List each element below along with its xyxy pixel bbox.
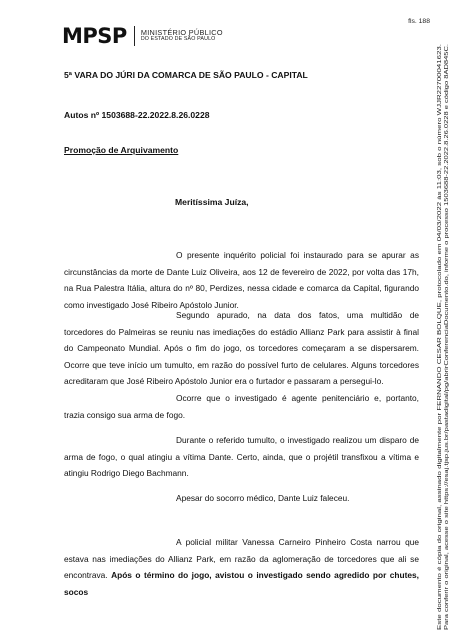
page-reference: fls. 188 — [408, 18, 430, 25]
case-number: Autos nº 1503688-22.2022.8.26.0228 — [64, 110, 210, 120]
logo-text — [141, 29, 223, 42]
document-title: Promoção de Arquivamento — [64, 145, 179, 155]
paragraph-4 — [64, 432, 419, 482]
paragraph-3 — [64, 390, 419, 423]
paragraph-2 — [64, 307, 419, 390]
signature-stamp-line-1: Este documento é cópia do original, assinado digitalmente por FERNANDO CESAR BOLQUE, protocolado em 04/03/2022 às 11:03, sob o número WJJR22700041623. — [437, 235, 443, 630]
paragraph-6-bold: Após o término do jogo, avistou o investigado sendo agredido por chutes, socos — [64, 570, 419, 597]
paragraph-1 — [64, 247, 419, 313]
paragraph-3-text: Ocorre que o investigado é agente penitenciário e, portanto, trazia consigo sua arma de fogo. — [64, 393, 419, 420]
paragraph-5-text: Apesar do socorro médico, Dante Luiz faleceu. — [176, 493, 350, 503]
signature-stamp-svg — [434, 40, 452, 630]
paragraph-2-text: Segundo apurado, na data dos fatos, uma multidão de torcedores do Palmeiras se reuniu nas imediações do estádio Allianz Park para assistir à final do Campeonato Mundial. Após o fim do jogo, os torcedores começaram a se dispersarem. Ocorre que teve início um tumulto, em razão do possível furto de celulares. Alguns torcedores acreditaram que José Ribeiro Apóstolo Junior era o furtador e passaram a persegui-lo. — [64, 310, 419, 386]
court-heading: 5ª VARA DO JÚRI DA COMARCA DE SÃO PAULO - CAPITAL — [64, 70, 308, 80]
paragraph-1-text: O presente inquérito policial foi instaurado para se apurar as circunstâncias da morte de Dante Luiz Oliveira, aos 12 de fevereiro de 2022, por volta das 17h, na Rua Palestra Itália, altura do nº 80, Perdizes, nessa cidade e comarca da Capital, figurando como investigado José Ribeiro Apóstolo Junior. — [64, 250, 419, 310]
logo-divider — [134, 26, 135, 46]
greeting: Meritíssima Juíza, — [175, 197, 249, 207]
digital-signature-stamp — [434, 40, 452, 630]
mpsp-logo — [62, 24, 223, 48]
paragraph-6-text — [64, 534, 419, 600]
paragraph-5 — [64, 490, 419, 507]
logo-mark: MPSP — [62, 23, 127, 48]
logo-line1: MINISTÉRIO PÚBLICO — [140, 28, 223, 38]
logo-line2: DO ESTADO DE SÃO PAULO — [140, 36, 216, 43]
paragraph-6 — [64, 534, 419, 600]
signature-stamp-line-2: Para conferir o original, acesse o site https://esaj.tjsp.jus.br/pastadigital/pg/abrirConferenciaDocumento.do, informe o processo 1503688-22.2022.8.26.0228 e código 8AD845C. — [444, 217, 450, 630]
paragraph-4-text: Durante o referido tumulto, o investigado realizou um disparo de arma de fogo, o qual atingiu a vítima Dante. Certo, ainda, que o projétil transfixou a vítima e atingiu Rodrigo Diego Bachmann. — [64, 435, 419, 478]
paragraph-6-regular: A policial militar Vanessa Carneiro Pinheiro Costa narrou que estava nas imediações do Allianz Park, em razão da aglomeração de torcedores que ali se encontrava. — [64, 537, 419, 580]
